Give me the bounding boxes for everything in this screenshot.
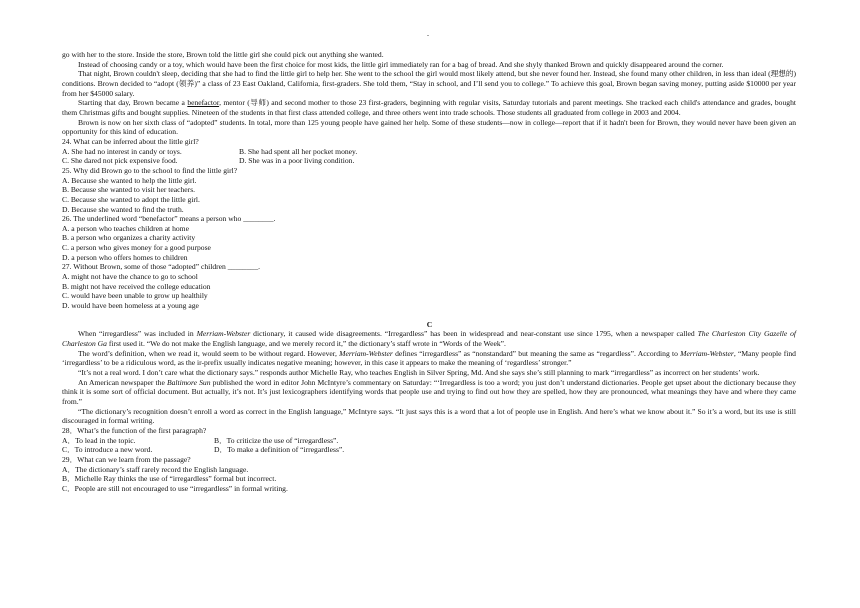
text-run: first used it. “We do not make the English language, and we merely record it,” the dictionary’s staff wrote in “Words of the Week”.	[106, 339, 506, 349]
paragraph: That night, Brown couldn't sleep, deciding that she had to find the little girl to help her. She went to the school the girl would most likely attend, but she never found her. Instead, she found many other children, in less than ideal (理想的) conditions. Brown decided to “adopt (领养)” a class of 23 East Oakland, California, first-graders. She told them, “Stay in school, and I’ll send you to college.” To achieve this goal, Brown began saving money, putting aside $10000 per year from her $45000 salary.	[62, 69, 796, 98]
option-row	[62, 445, 796, 455]
text-run: Starting that day, Brown became a	[78, 98, 188, 108]
paragraph	[62, 98, 796, 117]
text-run: , mentor (导师) and second mother to those 23 first-graders, beginning with regular visits, Saturday tutorials and parent meetings. She tracked each child's attendance and grades, bought them Christmas gifts and bought supplies. Nineteen of the students in that first class attended college, and three others went into trade schools. Those students all graduated from college in 2003 and 2004.	[62, 98, 796, 117]
italic-run: Merriam-Webster	[680, 348, 734, 358]
paragraph: go with her to the store. Inside the store, Brown told the little girl she could pick out anything she wanted.	[62, 50, 384, 59]
option-row	[62, 436, 796, 446]
option: A. a person who teaches children at home	[62, 223, 189, 233]
option: B．Michelle Ray thinks the use of “irregardless” formal but incorrect.	[62, 474, 277, 484]
option: C. Because she wanted to adopt the little girl.	[62, 194, 200, 204]
option-row	[62, 147, 796, 157]
paragraph: Brown is now on her sixth class of “adopted” students. In total, more than 125 young people have gained her help. Some of these students—now in college—report that if it hadn't been for Brown, they would never have been given an opportunity for this kind of education.	[62, 117, 796, 137]
text-run: defines “irregardless” as “nonstandard” but meaning the same as “regardless”. According to	[392, 348, 681, 358]
option: D．To make a definition of “irregardless”.	[214, 445, 345, 455]
option: A．The dictionary’s staff rarely record the English language.	[62, 464, 249, 474]
paragraph: “The dictionary’s recognition doesn’t enroll a word as correct in the English language,” McIntyre says. “It just says this is a word that a lot of people use in English. And here’s what we know about it.” So it’s a word, but its use is still discouraged in formal writing.	[62, 406, 796, 426]
underlined-word: benefactor	[187, 98, 220, 108]
option: C．People are still not encouraged to use “irregardless” in formal writing.	[62, 483, 288, 493]
option: D. a person who offers homes to children	[62, 252, 188, 262]
question-stem: 27. Without Brown, some of those “adopted” children ________.	[62, 262, 261, 272]
question-stem: 26. The underlined word “benefactor” means a person who ________.	[62, 214, 276, 224]
option: B. a person who organizes a charity activity	[62, 233, 196, 243]
option: A．To lead in the topic.	[62, 435, 136, 445]
option: A. Because she wanted to help the little girl.	[62, 175, 197, 185]
question-stem: 25. Why did Brown go to the school to find the little girl?	[62, 165, 238, 175]
italic-run: Merriam-Webster	[339, 348, 393, 358]
section-heading: C	[426, 319, 433, 329]
text-run: , “Many people find ‘irregardless’ to be a ridiculous word, as the ir-prefix usually indicates negative meaning; however, in this case it appears to make the meaning of ‘regardless’ stronger.”	[62, 348, 796, 368]
option: C. would have been unable to grow up healthily	[62, 291, 208, 301]
top-mark: .	[427, 29, 429, 38]
text-run: When “irregardless” was included in	[78, 329, 197, 339]
paragraph	[62, 349, 796, 368]
question-stem: 24. What can be inferred about the little girl?	[62, 136, 199, 146]
option: B．To criticize the use of “irregardless”.	[214, 435, 339, 445]
text-run: published the word in editor John McIntyre’s commentary on Saturday: “‘Irregardless is too a word; you just don’t understand dictionaries. People get upset about the dictionary because they think it is some sort of official document. But actually, it’s not. It’s just lexicographers identifying words that people use and trying to find out how they are spelled, how they are pronounced, what meanings they have and where they came from.”	[62, 377, 797, 406]
paragraph	[62, 329, 796, 348]
option: A. might not have the chance to go to school	[62, 272, 198, 282]
document-body	[62, 50, 796, 494]
option-row	[62, 156, 796, 166]
question-stem: 28．What’s the function of the first paragraph?	[62, 425, 207, 435]
paragraph: “It’s not a real word. I don’t care what the dictionary says.” responds author Michelle Ray, who teaches English in Silver Spring, Md. And she says she’s still planning to mark “irregardless” as incorrect on her students’ work.	[78, 368, 760, 377]
option: A. She had no interest in candy or toys.	[62, 146, 182, 156]
paragraph	[62, 378, 796, 407]
text-run: An American newspaper the	[78, 377, 167, 387]
option: C. She dared not pick expensive food.	[62, 156, 178, 166]
text-run: The word’s definition, when we read it, would seem to be without regard. However,	[78, 348, 340, 358]
option: D. Because she wanted to find the truth.	[62, 204, 184, 214]
option: C．To introduce a new word.	[62, 445, 153, 455]
option: C. a person who gives money for a good purpose	[62, 243, 211, 253]
text-run: dictionary, it caused wide disagreements. “Irregardless” has been in widespread and near-constant use since 1795, when a newspaper called	[250, 329, 698, 339]
question-stem: 29．What can we learn from the passage?	[62, 454, 191, 464]
italic-run: Merriam-Webster	[196, 329, 251, 339]
italic-run: The Charleston City Gazelle of Charleston Ga	[62, 329, 797, 349]
option: B. Because she wanted to visit her teachers.	[62, 185, 196, 195]
paragraph: Instead of choosing candy or a toy, which would have been the first choice for most kids, the little girl immediately ran for a bag of bread. And she shyly thanked Brown and quickly disappeared around the corner.	[78, 59, 724, 69]
option: B. She had spent all her pocket money.	[239, 146, 358, 156]
italic-run: Baltimore Sun	[166, 377, 211, 387]
option: D. would have been homeless at a young age	[62, 301, 199, 311]
option: B. might not have received the college education	[62, 281, 211, 291]
option: D. She was in a poor living condition.	[239, 156, 355, 166]
